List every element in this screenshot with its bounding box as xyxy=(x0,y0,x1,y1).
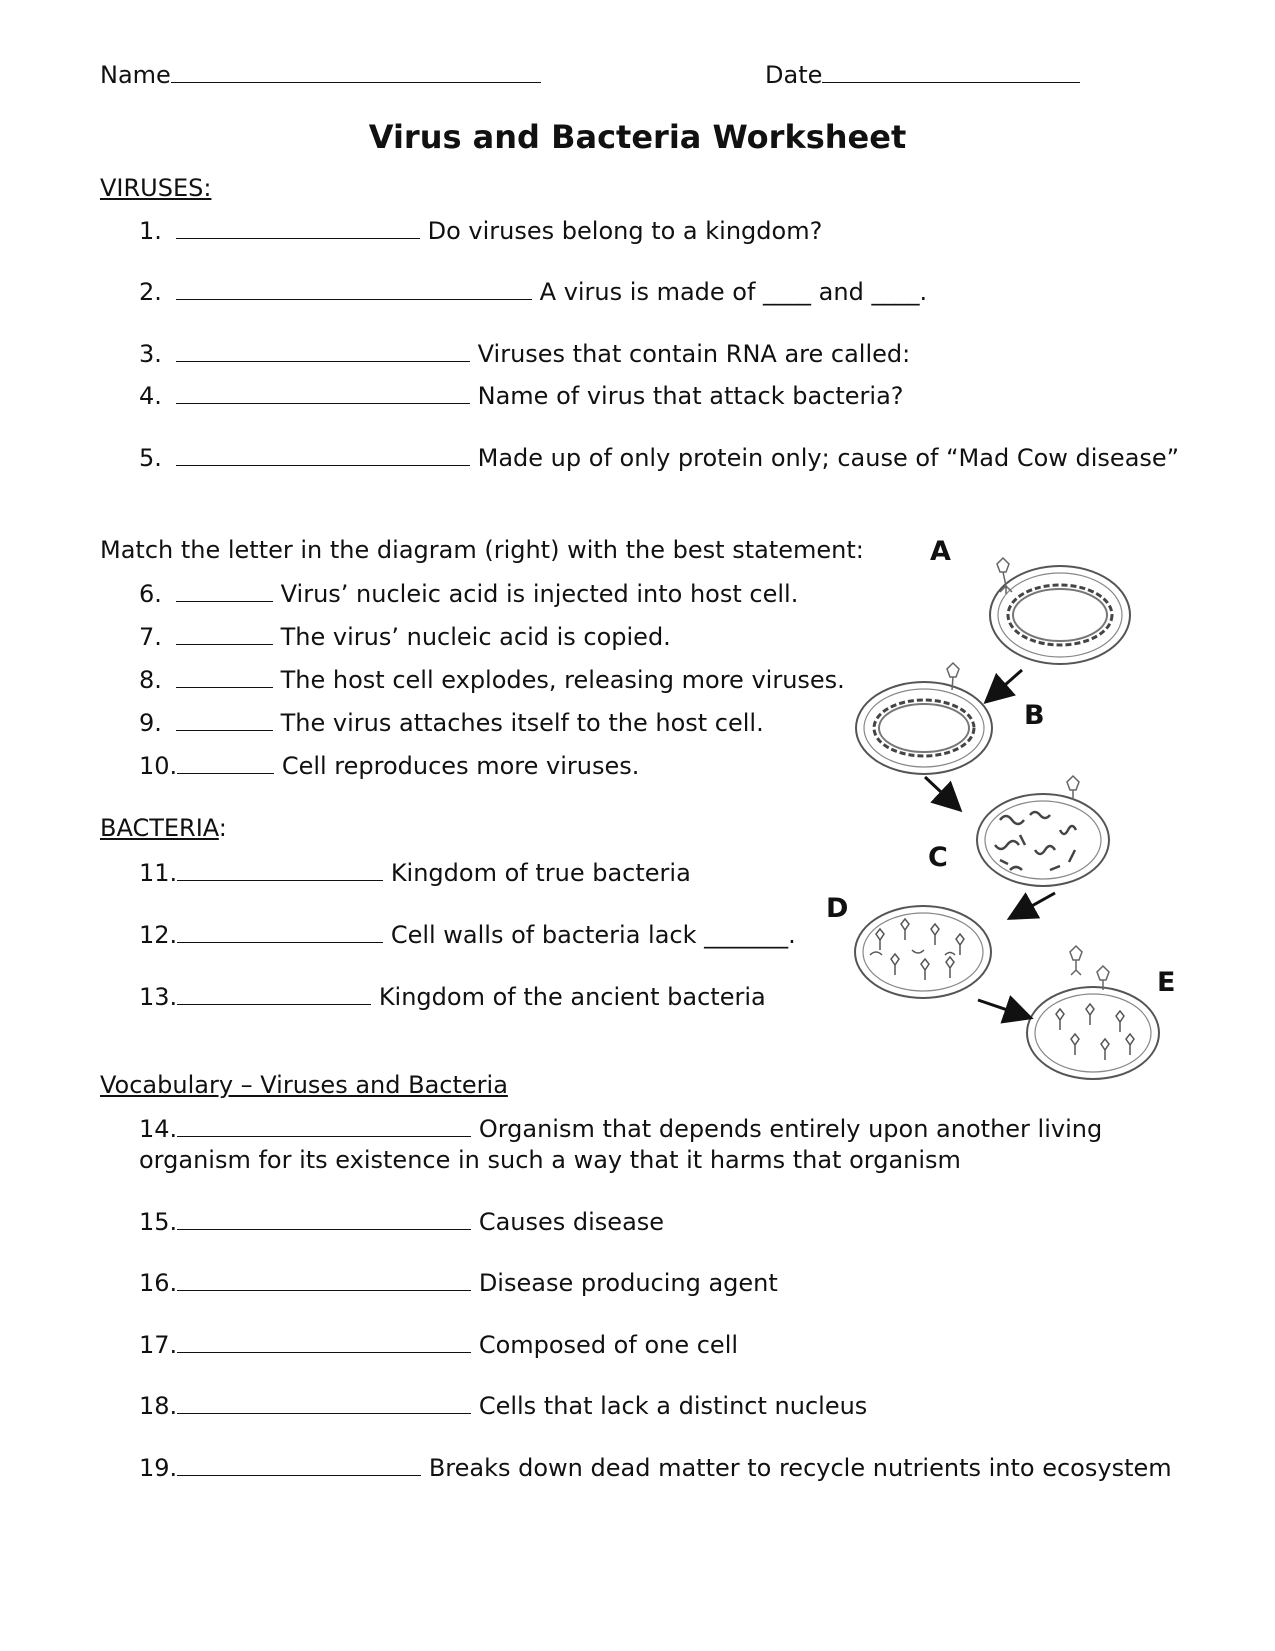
question-text: Name of virus that attack bacteria? xyxy=(477,382,904,410)
question-text: Cells that lack a distinct nucleus xyxy=(478,1392,868,1420)
question-number: 18. xyxy=(139,1392,178,1420)
question-text: The virus’ nucleic acid is copied. xyxy=(280,623,671,651)
question-number: 19. xyxy=(139,1454,178,1482)
match-instruction: Match the letter in the diagram (right) with the best statement: xyxy=(100,536,864,564)
viruses-heading: VIRUSES: xyxy=(100,174,212,202)
worksheet-title: Virus and Bacteria Worksheet xyxy=(368,118,907,156)
diagram-label-d: D xyxy=(826,893,849,924)
question-number: 17. xyxy=(139,1331,178,1359)
question-number: 10. xyxy=(139,752,178,780)
question-number: 3. xyxy=(139,340,162,368)
phage-icon xyxy=(1067,776,1079,800)
question-text: The host cell explodes, releasing more viruses. xyxy=(280,666,845,694)
question-text: Composed of one cell xyxy=(478,1331,739,1359)
vocabulary-heading: Vocabulary – Viruses and Bacteria xyxy=(100,1071,508,1099)
diagram-label-b: B xyxy=(1024,700,1045,731)
question-text: Organism that depends entirely upon another living organism for its existence in such a way that it harms that organism xyxy=(139,1115,1103,1174)
bacteria-heading-text: BACTERIA xyxy=(100,814,219,842)
question-text: A virus is made of ____ and ____. xyxy=(539,278,928,306)
date-label: Date xyxy=(765,61,823,89)
question-number: 14. xyxy=(139,1115,178,1143)
diagram-label-c: C xyxy=(928,842,948,873)
cell-d xyxy=(855,906,991,998)
question-number: 2. xyxy=(139,278,162,306)
question-text: Causes disease xyxy=(478,1208,665,1236)
question-number: 4. xyxy=(139,382,162,410)
question-text: Do viruses belong to a kingdom? xyxy=(427,217,823,245)
question-text: Disease producing agent xyxy=(478,1269,778,1297)
question-number: 15. xyxy=(139,1208,178,1236)
arrow-d-to-e xyxy=(978,1000,1028,1017)
question-number: 6. xyxy=(139,580,162,608)
phage-icon xyxy=(997,558,1012,594)
question-text: The virus attaches itself to the host cell. xyxy=(280,709,764,737)
bacteria-heading-colon: : xyxy=(218,814,227,842)
arrow-a-to-b xyxy=(988,670,1022,700)
arrow-b-to-c xyxy=(925,777,958,808)
diagram-label-e: E xyxy=(1157,967,1176,998)
question-number: 7. xyxy=(139,623,162,651)
question-number: 9. xyxy=(139,709,162,737)
diagram-label-a: A xyxy=(930,536,951,567)
question-number: 11. xyxy=(139,859,178,887)
question-number: 5. xyxy=(139,444,162,472)
question-text: Breaks down dead matter to recycle nutrients into ecosystem xyxy=(428,1454,1172,1482)
cell-c xyxy=(977,794,1109,886)
question-number: 12. xyxy=(139,921,178,949)
question-text: Cell reproduces more viruses. xyxy=(281,752,640,780)
cell-b xyxy=(856,682,992,774)
question-number: 1. xyxy=(139,217,162,245)
question-text: Made up of only protein only; cause of “Mad Cow disease” xyxy=(477,444,1180,472)
question-text: Kingdom of the ancient bacteria xyxy=(378,983,766,1011)
question-text: Cell walls of bacteria lack _______. xyxy=(390,921,796,949)
phage-icon xyxy=(1070,946,1109,990)
arrow-c-to-d xyxy=(1012,893,1055,917)
name-label: Name xyxy=(100,61,171,89)
question-text: Viruses that contain RNA are called: xyxy=(477,340,911,368)
question-text: Virus’ nucleic acid is injected into host cell. xyxy=(280,580,799,608)
question-number: 13. xyxy=(139,983,178,1011)
question-number: 16. xyxy=(139,1269,178,1297)
question-number: 8. xyxy=(139,666,162,694)
cell-e xyxy=(1027,987,1159,1079)
cell-a xyxy=(990,566,1130,664)
question-text: Kingdom of true bacteria xyxy=(390,859,691,887)
